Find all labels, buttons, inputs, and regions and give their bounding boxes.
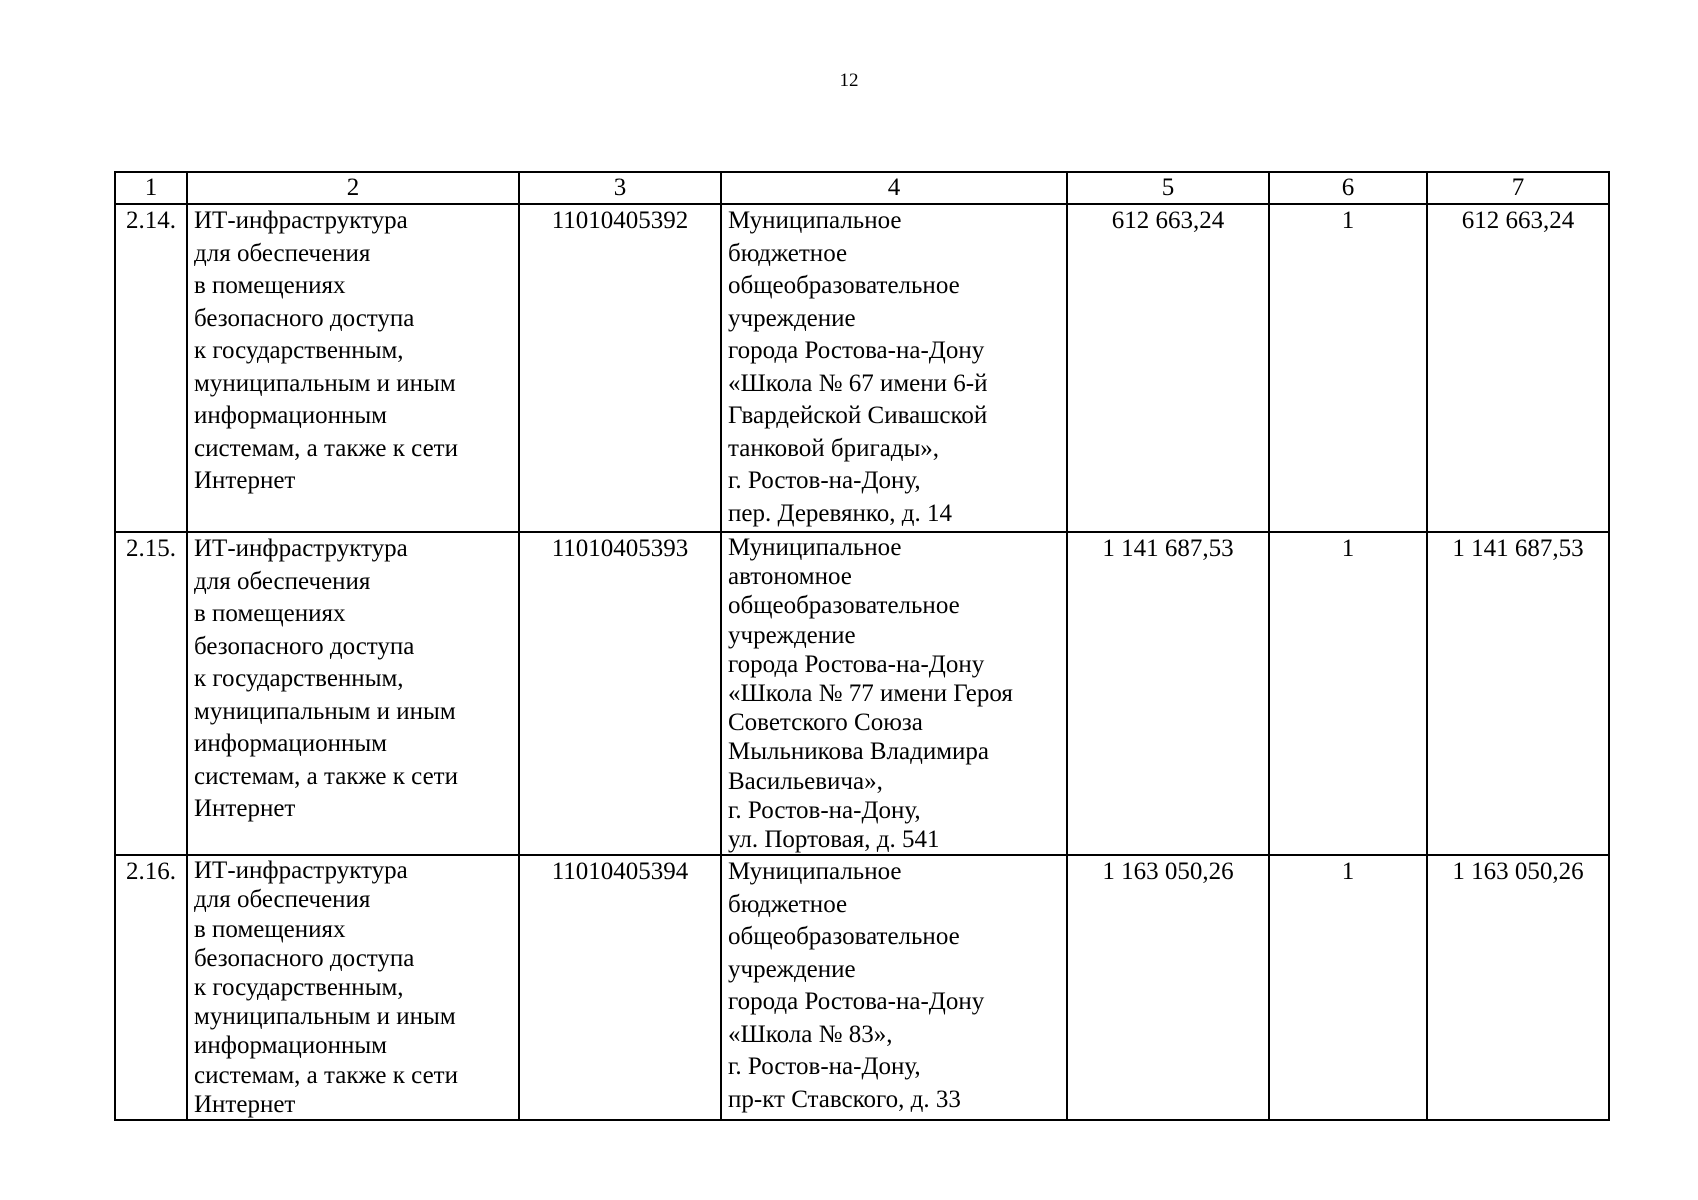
table-row [115,855,1609,1120]
item-name-line: к государственным, [194,337,404,364]
organization-line: «Школа № 83», [728,1020,893,1048]
column-header: 2 [187,172,519,204]
organization-line: бюджетное [728,239,848,267]
row-number: 2.16. [115,855,187,1120]
item-name-line: для обеспечения [194,239,371,267]
organization-line: Гвардейской Сивашской [728,402,988,429]
column-header: 3 [519,172,721,204]
row-number: 2.15. [115,532,187,855]
item-name-line: информационным [194,730,387,757]
organization-line: Муниципальное [728,207,902,234]
organization-line: учреждение [728,955,856,983]
organization-line: автономное [728,563,852,591]
item-name-line: ИТ-инфраструктура [194,857,408,885]
item-name-line: Интернет [194,795,296,822]
organization-line: танковой бригады», [728,434,940,462]
organization-line: пер. Деревянко, д. 14 [728,499,952,527]
organization-line: ул. Портовая, д. 541 [728,826,940,854]
organization-line: общеобразовательное [728,272,960,299]
item-name-line: системам, а также к сети [194,1061,458,1089]
item-name-line: к государственным, [194,974,404,1002]
item-name-line: в помещениях [194,600,346,627]
organization-line: общеобразовательное [728,923,960,951]
organization-line: «Школа № 77 имени Героя [728,680,1013,708]
item-name-line: для обеспечения [194,886,371,914]
item-name-line: системам, а также к сети [194,434,458,462]
item-name-line: ИТ-инфраструктура [194,207,408,234]
unit-sum: 1 141 687,53 [1067,532,1269,855]
column-header: 1 [115,172,187,204]
unit-sum: 612 663,24 [1067,204,1269,532]
column-header: 6 [1269,172,1427,204]
item-name-line: муниципальным и иным [194,697,456,725]
item-name-line: Интернет [194,1090,296,1118]
quantity: 1 [1269,855,1427,1120]
quantity: 1 [1269,532,1427,855]
inventory-code: 11010405392 [519,204,721,532]
item-name-line: Интернет [194,467,296,494]
organization-line: Мыльникова Владимира [728,738,989,766]
organization-line: «Школа № 67 имени 6-й [728,369,988,397]
total-sum: 612 663,24 [1427,204,1609,532]
table-row [115,532,1609,855]
item-name-cell [187,855,519,1120]
item-name-line: муниципальным и иным [194,1003,456,1031]
column-header: 5 [1067,172,1269,204]
organization-line: Муниципальное [728,534,902,561]
quantity: 1 [1269,204,1427,532]
column-header: 7 [1427,172,1609,204]
item-name-line: для обеспечения [194,567,371,595]
organization-line: Советского Союза [728,709,923,737]
organization-line: г. Ростов-на-Дону, [728,467,921,494]
organization-cell [721,532,1067,855]
item-name-line: ИТ-инфраструктура [194,535,408,562]
inventory-code: 11010405393 [519,532,721,855]
organization-line: г. Ростов-на-Дону, [728,1053,921,1081]
item-name-line: в помещениях [194,915,346,943]
organization-line: г. Ростов-на-Дону, [728,796,921,824]
organization-line: учреждение [728,304,856,332]
item-name-line: информационным [194,402,387,429]
item-name-line: безопасного доступа [194,944,415,972]
organization-cell [721,855,1067,1120]
organization-line: города Ростова-на-Дону [728,650,985,678]
total-sum: 1 141 687,53 [1427,532,1609,855]
organization-line: Васильевича», [728,767,883,795]
item-name-line: безопасного доступа [194,632,415,660]
row-number: 2.14. [115,204,187,532]
total-sum: 1 163 050,26 [1427,855,1609,1120]
item-name-line: к государственным, [194,665,404,692]
inventory-code: 11010405394 [519,855,721,1120]
organization-cell [721,204,1067,532]
registry-table [114,171,1610,1121]
column-header: 4 [721,172,1067,204]
organization-line: города Ростова-на-Дону [728,337,985,364]
organization-line: пр-кт Ставского, д. 33 [728,1085,961,1113]
table-header-row [115,172,1609,204]
item-name-line: системам, а также к сети [194,762,458,790]
organization-line: бюджетное [728,890,848,918]
item-name-line: в помещениях [194,272,346,299]
page-number: 12 [839,70,859,91]
organization-line: общеобразовательное [728,592,960,620]
item-name-cell [187,204,519,532]
item-name-cell [187,532,519,855]
item-name-line: муниципальным и иным [194,369,456,397]
item-name-line: информационным [194,1032,387,1060]
organization-line: города Ростова-на-Дону [728,988,985,1016]
organization-line: Муниципальное [728,858,902,886]
item-name-line: безопасного доступа [194,304,415,332]
table-row [115,204,1609,532]
unit-sum: 1 163 050,26 [1067,855,1269,1120]
organization-line: учреждение [728,621,856,649]
